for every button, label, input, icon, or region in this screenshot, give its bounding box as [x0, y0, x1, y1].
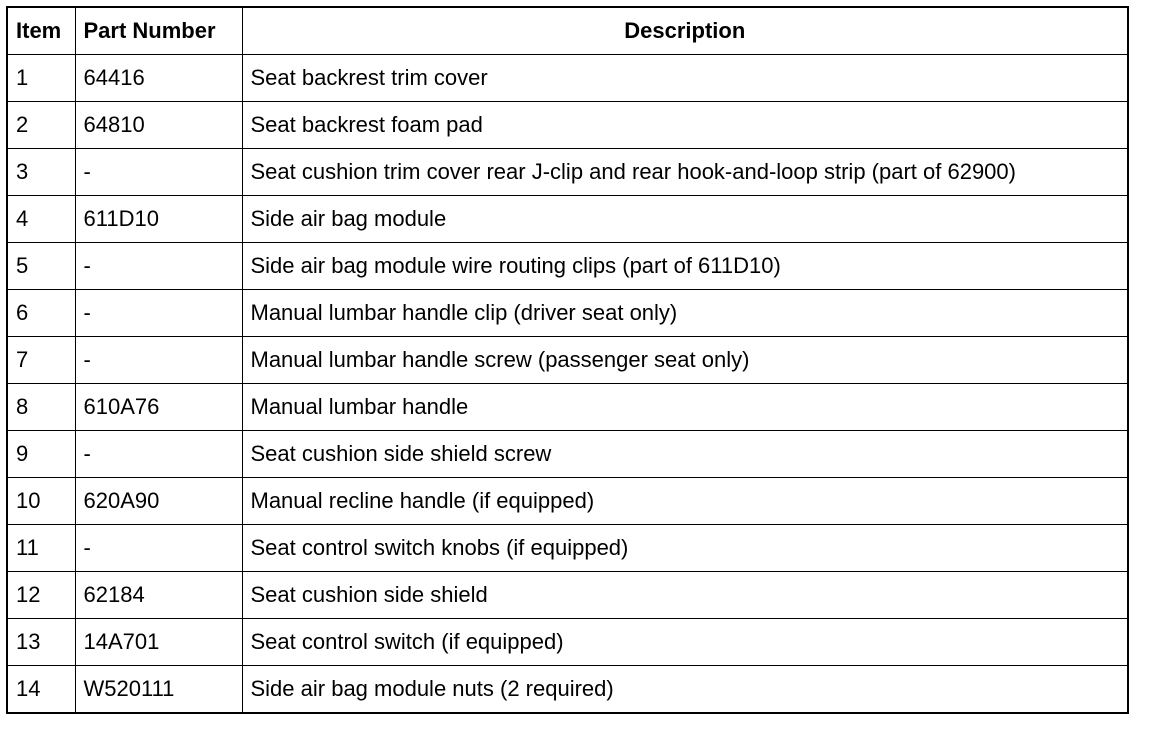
- item-cell: 10: [7, 478, 75, 525]
- description-cell: Seat backrest trim cover: [242, 55, 1128, 102]
- table-row: [7, 384, 1128, 431]
- part-number-cell: 64416: [75, 55, 242, 102]
- part-number-cell: 62184: [75, 572, 242, 619]
- item-cell: 4: [7, 196, 75, 243]
- table-row: [7, 55, 1128, 102]
- table-row: [7, 666, 1128, 714]
- table-row: [7, 243, 1128, 290]
- part-number-cell: 64810: [75, 102, 242, 149]
- description-cell: Seat control switch knobs (if equipped): [242, 525, 1128, 572]
- description-cell: Seat cushion side shield: [242, 572, 1128, 619]
- table-row: [7, 478, 1128, 525]
- part-number-cell: W520111: [75, 666, 242, 714]
- part-number-cell: -: [75, 525, 242, 572]
- item-cell: 14: [7, 666, 75, 714]
- description-cell: Seat control switch (if equipped): [242, 619, 1128, 666]
- description-cell: Side air bag module nuts (2 required): [242, 666, 1128, 714]
- table-row: [7, 337, 1128, 384]
- description-cell: Seat cushion trim cover rear J-clip and rear hook-and-loop strip (part of 62900): [242, 149, 1128, 196]
- item-cell: 7: [7, 337, 75, 384]
- description-cell: Side air bag module wire routing clips (part of 611D10): [242, 243, 1128, 290]
- table-row: [7, 619, 1128, 666]
- part-number-cell: 611D10: [75, 196, 242, 243]
- description-cell: Manual lumbar handle clip (driver seat only): [242, 290, 1128, 337]
- description-cell: Seat cushion side shield screw: [242, 431, 1128, 478]
- table-row: [7, 290, 1128, 337]
- table-row: [7, 196, 1128, 243]
- item-cell: 11: [7, 525, 75, 572]
- part-number-cell: -: [75, 149, 242, 196]
- table-row: [7, 572, 1128, 619]
- description-cell: Manual lumbar handle screw (passenger seat only): [242, 337, 1128, 384]
- part-number-cell: -: [75, 243, 242, 290]
- item-cell: 1: [7, 55, 75, 102]
- description-cell: Manual recline handle (if equipped): [242, 478, 1128, 525]
- item-cell: 12: [7, 572, 75, 619]
- part-number-cell: -: [75, 290, 242, 337]
- item-cell: 5: [7, 243, 75, 290]
- part-number-cell: 620A90: [75, 478, 242, 525]
- table-row: [7, 431, 1128, 478]
- part-number-cell: 610A76: [75, 384, 242, 431]
- description-cell: Seat backrest foam pad: [242, 102, 1128, 149]
- parts-table: [6, 6, 1129, 714]
- description-cell: Side air bag module: [242, 196, 1128, 243]
- table-row: [7, 525, 1128, 572]
- item-cell: 3: [7, 149, 75, 196]
- item-cell: 13: [7, 619, 75, 666]
- part-number-column-header: Part Number: [75, 7, 242, 55]
- description-cell: Manual lumbar handle: [242, 384, 1128, 431]
- part-number-cell: -: [75, 337, 242, 384]
- table-body: [7, 55, 1128, 714]
- table-row: [7, 149, 1128, 196]
- item-cell: 8: [7, 384, 75, 431]
- table-row: [7, 102, 1128, 149]
- part-number-cell: 14A701: [75, 619, 242, 666]
- part-number-cell: -: [75, 431, 242, 478]
- item-cell: 6: [7, 290, 75, 337]
- item-cell: 9: [7, 431, 75, 478]
- table-header-row: [7, 7, 1128, 55]
- item-cell: 2: [7, 102, 75, 149]
- description-column-header: Description: [242, 7, 1128, 55]
- item-column-header: Item: [7, 7, 75, 55]
